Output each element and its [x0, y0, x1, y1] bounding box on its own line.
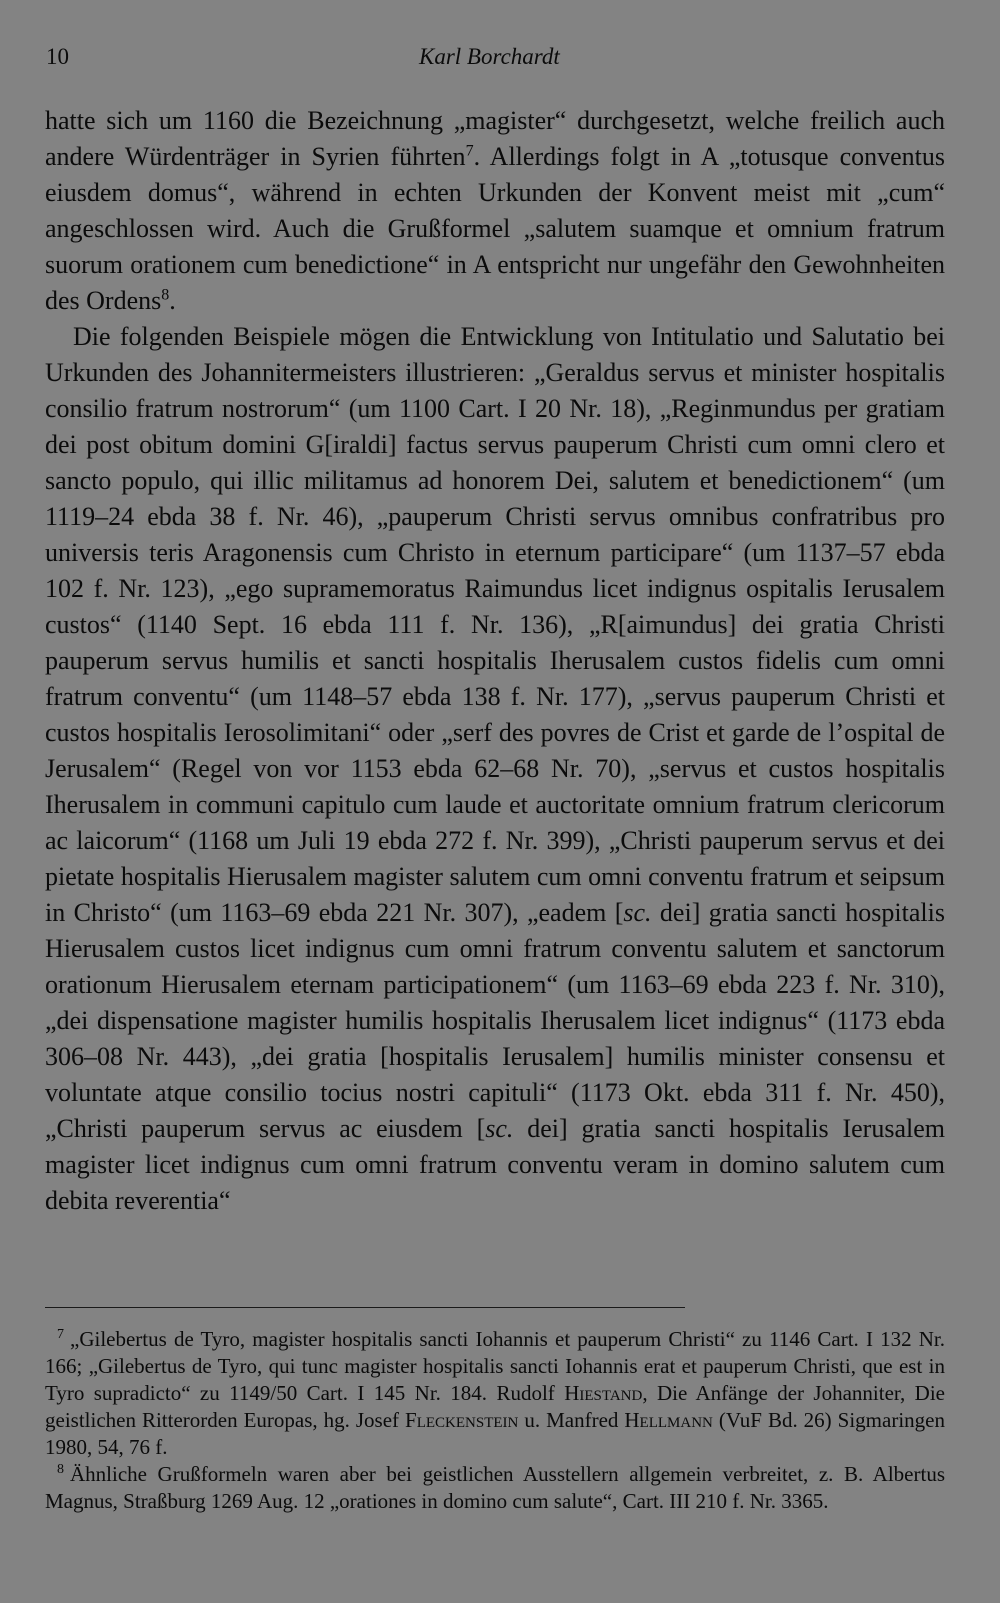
footnote-ref-8: 8 [161, 286, 170, 304]
footnote-7-text-b: , Die Anfänge der Johanniter, Die geistlichen Ritterorden Europas, hg. Josef [45, 1381, 946, 1432]
author-fleckenstein: Fleckenstein [405, 1408, 519, 1432]
page-header [44, 40, 944, 80]
paragraph-2-text-b: dei] gratia sancti hospitalis Hierusalem custos licet indignus cum omni fratrum conventu salutem et sanctorum orationum Hierusalem eternam participationem“ (um 1163–69 ebda 223 f. Nr. 310), „dei dispensatione magister humilis hospitalis Iherusalem licet indignus“ (1173 ebda 306–08 Nr. 443), „dei gratia [hospitalis Ierusalem] humilis minister consensu et voluntate atque consilio tocius nostri capituli“ (1173 Okt. ebda 311 f. Nr. 450), „Christi pauperum servus ac eiusdem [ [45, 898, 945, 1143]
footnote-8-text: Ähnliche Grußformeln waren aber bei geistlichen Ausstellern allgemein verbreitet, z. B. Albertus Magnus, Straßburg 1269 Aug. 12 „orationes in domino cum salute“, Cart. III 210 f. Nr. 3365. [45, 1462, 945, 1513]
paragraph-2-text-a: Die folgenden Beispiele mögen die Entwicklung von Intitulatio und Salutatio bei Urkunden des Johannitermeisters illustrieren: „Geraldus servus et minister hospitalis consilio fratrum nostrorum“ (um 1100 Cart. I 20 Nr. 18), „Reginmundus per gratiam dei post obitum domini G[iraldi] factus servus pauperum Christi cum omni clero et sancto populo, qui illic militamus ad honorem Dei, salutem et benedictionem“ (um 1119–24 ebda 38 f. Nr. 46), „pauperum Christi servus omnibus confratribus pro universis teris Aragonensis cum Christo in eternum participare“ (um 1137–57 ebda 102 f. Nr. 123), „ego supramemoratus Raimundus licet indignus ospitalis Ierusalem custos“ (1140 Sept. 16 ebda 111 f. Nr. 136), „R[aimundus] dei gratia Christi pauperum servus humilis et sancti hospitalis Iherusalem custos fidelis cum omni fratrum conventu“ (um 1148–57 ebda 138 f. Nr. 177), „servus pauperum Christi et custos hospitalis Ierosolimitani“ oder „serf des povres de Crist et garde de l’ospital de Jerusalem“ (Regel von vor 1153 ebda 62–68 Nr. 70), „servus et custos hospitalis Iherusalem in communi capitulo cum laude et auctoritate omnium fratrum clericorum ac laicorum“ (1168 um Juli 19 ebda 272 f. Nr. 399), „Christi pauperum servus et dei pietate hospitalis Hierusalem magister salutem cum omni conventu fratrum et seipsum in Christo“ (um 1163–69 ebda 221 Nr. 307), „eadem [ [45, 322, 945, 927]
footnote-7-text-a: „Gilebertus de Tyro, magister hospitalis sancti Iohannis et pauperum Christi“ zu 1146 Cart. I 132 Nr. 166; „Gilebertus de Tyro, qui tunc magister hospitalis sancti Iohannis erat et pauperum Christi, que est in Tyro supradicto“ zu 1149/50 Cart. I 145 Nr. 184. Rudolf [45, 1327, 945, 1405]
paragraph-1 [45, 103, 945, 319]
paragraph-2-text-c: dei] gratia sancti hospitalis Ierusalem magister licet indignus cum omni fratrum conventu veram in domino salutem cum debita reverentia“ [45, 1114, 945, 1215]
author-hellmann: Hellmann [624, 1408, 713, 1432]
footnote-8 [45, 1461, 945, 1515]
footnotes [45, 1326, 945, 1515]
footnote-7-text-d: (VuF Bd. 26) Sigmaringen 1980, 54, 76 f. [45, 1408, 945, 1459]
paragraph-1-text-b: . Allerdings folgt in A „totusque conventus eiusdem domus“, während in echten Urkunden der Konvent meist mit „cum“ angeschlossen wird. Auch die Grußformel „salutem suamque et omnium fratrum suorum orationem cum benedictione“ in A entspricht nur ungefähr den Gewohnheiten des Ordens [45, 142, 945, 315]
footnote-7 [45, 1326, 945, 1461]
main-text [45, 103, 945, 1219]
footnote-7-mark: 7 [57, 1327, 64, 1342]
footnote-8-mark: 8 [57, 1462, 64, 1477]
footnote-7-text-c: u. Manfred [518, 1408, 625, 1432]
footnote-ref-7: 7 [465, 142, 474, 160]
author-hiestand: Hiestand [564, 1381, 643, 1405]
footnote-separator [45, 1307, 685, 1308]
running-head-author: Karl Borchardt [419, 44, 560, 69]
paragraph-2 [45, 319, 945, 1219]
paragraph-1-text-a: hatte sich um 1160 die Bezeichnung „magister“ durchgesetzt, welche freilich auch andere Würdenträger in Syrien führten [45, 106, 945, 171]
abbrev-sc: sc. [623, 898, 652, 927]
page-number: 10 [46, 44, 69, 69]
abbrev-sc: sc. [485, 1114, 514, 1143]
paragraph-1-text-c: . [169, 286, 176, 315]
